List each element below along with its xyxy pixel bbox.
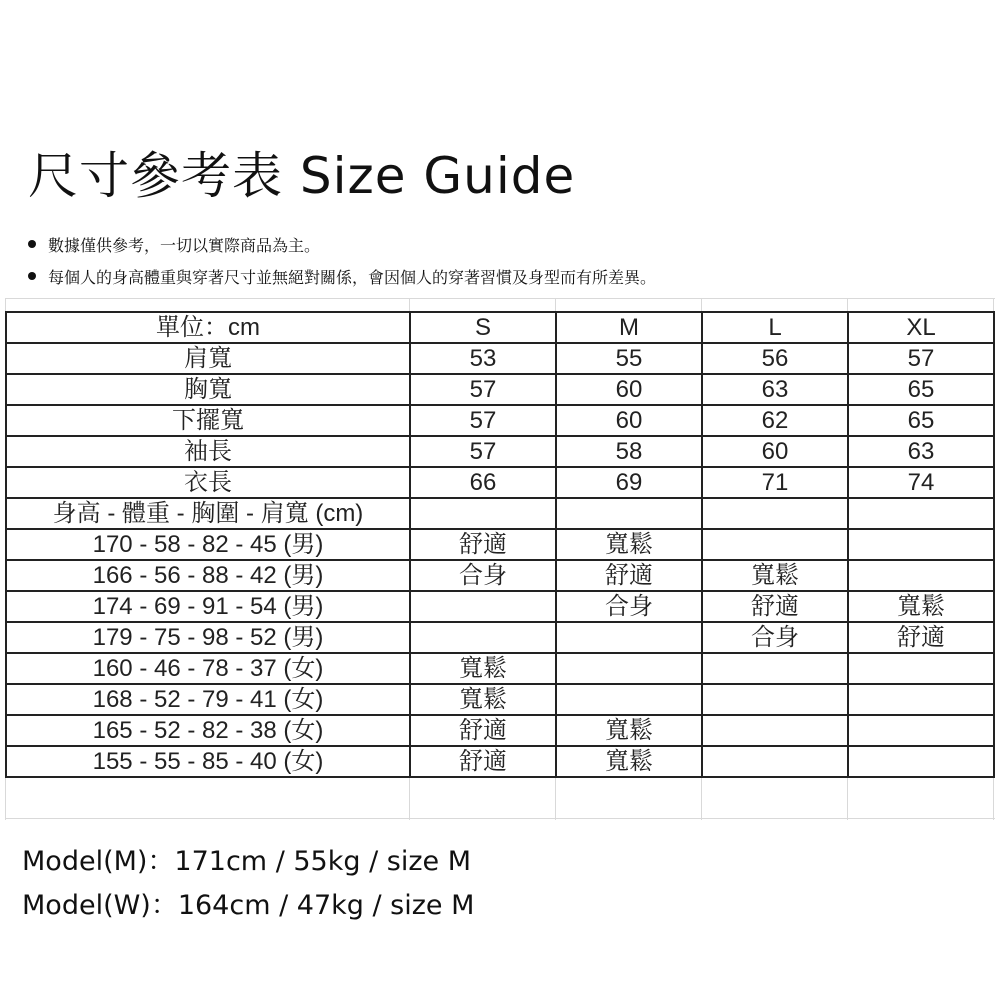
value-cell: 舒適 — [410, 715, 556, 746]
value-cell: 65 — [848, 405, 994, 436]
fit-row — [6, 684, 994, 715]
value-cell: 舒適 — [410, 529, 556, 560]
measure-row — [6, 374, 994, 405]
size-table — [5, 311, 995, 778]
value-cell: 舒適 — [848, 622, 994, 653]
row-label-cell: 衣長 — [6, 467, 410, 498]
value-cell — [556, 498, 702, 529]
value-cell: 60 — [702, 436, 848, 467]
measure-row — [6, 405, 994, 436]
header-row — [6, 312, 994, 343]
value-cell: 寬鬆 — [556, 715, 702, 746]
fit-row — [6, 746, 994, 777]
value-cell: S — [410, 312, 556, 343]
value-cell: 62 — [702, 405, 848, 436]
value-cell: 舒適 — [702, 591, 848, 622]
value-cell — [848, 684, 994, 715]
fit-row — [6, 560, 994, 591]
row-label-cell: 160 - 46 - 78 - 37 (女) — [6, 653, 410, 684]
value-cell — [848, 715, 994, 746]
value-cell: 58 — [556, 436, 702, 467]
note-item — [28, 228, 656, 260]
row-label-cell: 袖長 — [6, 436, 410, 467]
value-cell: 合身 — [556, 591, 702, 622]
value-cell: 寬鬆 — [556, 529, 702, 560]
value-cell: 寬鬆 — [848, 591, 994, 622]
size-table-body — [6, 312, 994, 777]
fit-row — [6, 715, 994, 746]
note-item — [28, 260, 656, 292]
value-cell — [848, 653, 994, 684]
value-cell: 56 — [702, 343, 848, 374]
measure-row — [6, 467, 994, 498]
value-cell: 寬鬆 — [410, 684, 556, 715]
page-title: 尺寸參考表 Size Guide — [28, 147, 576, 205]
value-cell — [556, 684, 702, 715]
value-cell — [702, 684, 848, 715]
value-cell: 60 — [556, 405, 702, 436]
note-text: 數據僅供參考，一切以實際商品為主。 — [48, 235, 321, 255]
value-cell — [848, 560, 994, 591]
note-text: 每個人的身高體重與穿著尺寸並無絕對關係，會因個人的穿著習慣及身型而有所差異。 — [48, 267, 657, 287]
row-label-cell: 170 - 58 - 82 - 45 (男) — [6, 529, 410, 560]
value-cell — [556, 653, 702, 684]
value-cell: 63 — [848, 436, 994, 467]
value-cell: M — [556, 312, 702, 343]
value-cell: 57 — [410, 436, 556, 467]
row-label-cell: 肩寬 — [6, 343, 410, 374]
value-cell: 60 — [556, 374, 702, 405]
value-cell — [410, 591, 556, 622]
value-cell — [848, 498, 994, 529]
value-cell — [702, 746, 848, 777]
value-cell: 71 — [702, 467, 848, 498]
measure-row — [6, 436, 994, 467]
value-cell: 寬鬆 — [410, 653, 556, 684]
fit-row — [6, 591, 994, 622]
value-cell — [702, 498, 848, 529]
model-info — [22, 840, 474, 928]
fit-row — [6, 622, 994, 653]
value-cell: 69 — [556, 467, 702, 498]
value-cell — [702, 653, 848, 684]
value-cell: 55 — [556, 343, 702, 374]
value-cell: 合身 — [410, 560, 556, 591]
row-label-cell: 單位：cm — [6, 312, 410, 343]
value-cell: L — [702, 312, 848, 343]
value-cell: 63 — [702, 374, 848, 405]
value-cell: 57 — [410, 405, 556, 436]
measure-row — [6, 343, 994, 374]
value-cell — [702, 529, 848, 560]
row-label-cell: 165 - 52 - 82 - 38 (女) — [6, 715, 410, 746]
value-cell: 57 — [848, 343, 994, 374]
row-label-cell: 179 - 75 - 98 - 52 (男) — [6, 622, 410, 653]
value-cell — [702, 715, 848, 746]
row-label-cell: 168 - 52 - 79 - 41 (女) — [6, 684, 410, 715]
model-male-info: Model(M)：171cm / 55kg / size M — [22, 846, 471, 877]
value-cell: 寬鬆 — [702, 560, 848, 591]
value-cell: 65 — [848, 374, 994, 405]
value-cell: 合身 — [702, 622, 848, 653]
value-cell: 53 — [410, 343, 556, 374]
value-cell: 舒適 — [410, 746, 556, 777]
notes-list — [28, 228, 656, 292]
row-label-cell: 155 - 55 - 85 - 40 (女) — [6, 746, 410, 777]
fit-header-row — [6, 498, 994, 529]
value-cell — [848, 529, 994, 560]
row-label-cell: 身高 - 體重 - 胸圍 - 肩寬 (cm) — [6, 498, 410, 529]
value-cell: 74 — [848, 467, 994, 498]
value-cell — [848, 746, 994, 777]
model-female-info: Model(W)：164cm / 47kg / size M — [22, 890, 475, 921]
row-label-cell: 174 - 69 - 91 - 54 (男) — [6, 591, 410, 622]
value-cell: 57 — [410, 374, 556, 405]
bullet-icon — [28, 240, 36, 248]
row-label-cell: 166 - 56 - 88 - 42 (男) — [6, 560, 410, 591]
fit-row — [6, 529, 994, 560]
value-cell: 66 — [410, 467, 556, 498]
value-cell — [410, 622, 556, 653]
value-cell — [410, 498, 556, 529]
value-cell: 舒適 — [556, 560, 702, 591]
row-label-cell: 下擺寬 — [6, 405, 410, 436]
value-cell: XL — [848, 312, 994, 343]
row-label-cell: 胸寬 — [6, 374, 410, 405]
value-cell: 寬鬆 — [556, 746, 702, 777]
bullet-icon — [28, 272, 36, 280]
fit-row — [6, 653, 994, 684]
value-cell — [556, 622, 702, 653]
